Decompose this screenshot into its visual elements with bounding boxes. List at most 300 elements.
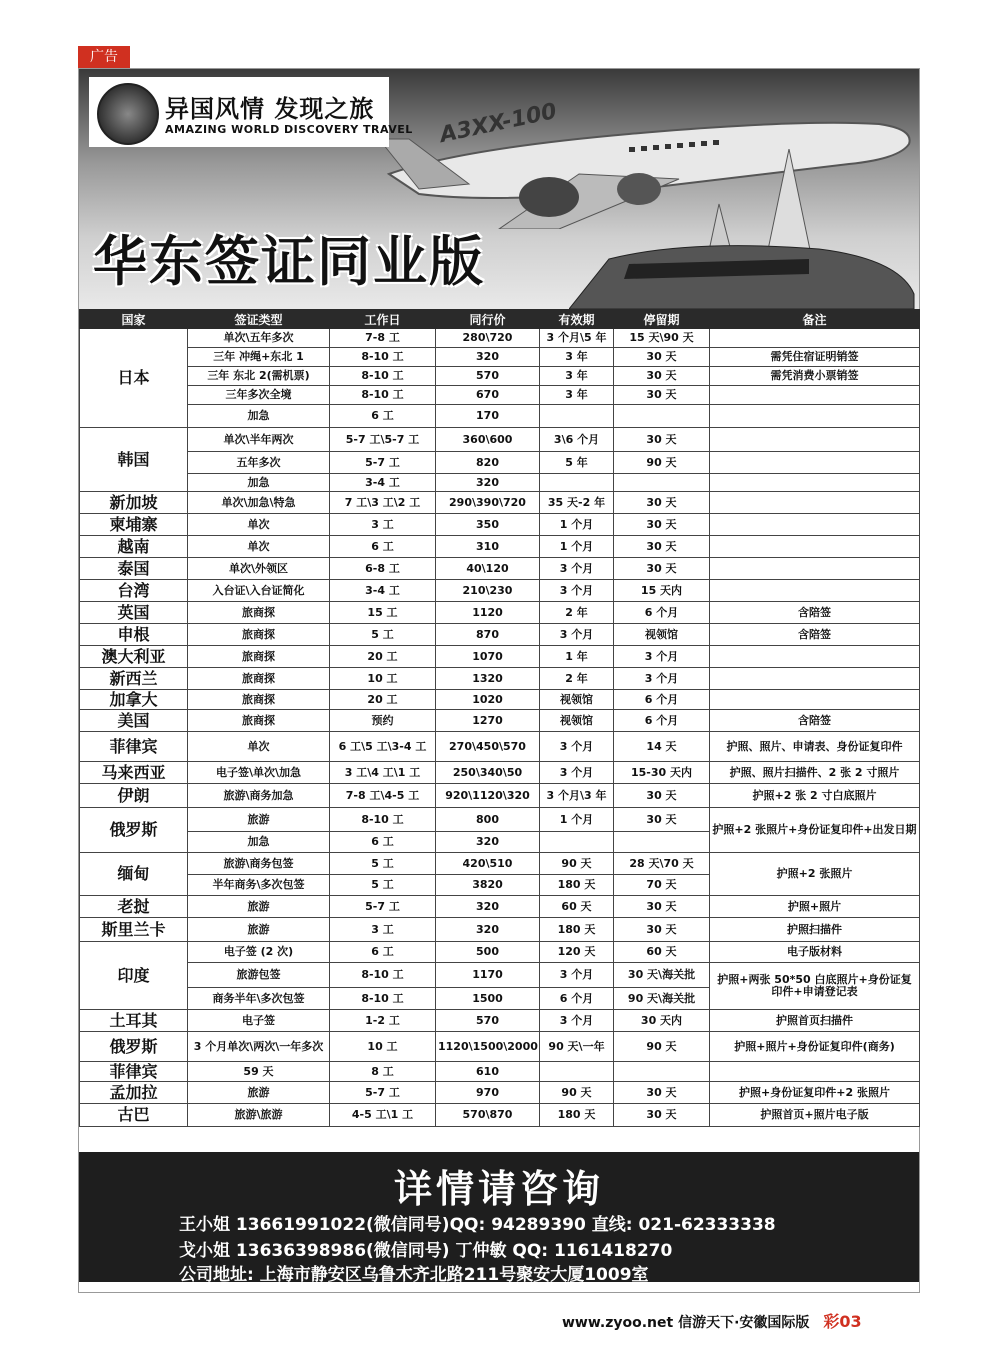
country-cell: 英国 — [80, 602, 188, 624]
valid-cell: 1 年 — [540, 646, 614, 668]
column-header: 签证类型 — [188, 310, 330, 329]
stay-cell: 15-30 天内 — [614, 762, 710, 784]
valid-cell: 180 天 — [540, 875, 614, 896]
valid-cell: 3\6 个月 — [540, 428, 614, 452]
valid-cell: 90 天\一年 — [540, 1032, 614, 1062]
type-cell: 加急 — [188, 405, 330, 428]
type-cell: 三年 冲绳+东北 1 — [188, 348, 330, 367]
days-cell: 3-4 工 — [330, 474, 436, 492]
note-cell — [710, 428, 920, 452]
column-header: 同行价 — [436, 310, 540, 329]
table-row — [80, 405, 920, 428]
stay-cell: 30 天 — [614, 558, 710, 580]
valid-cell: 5 年 — [540, 452, 614, 474]
days-cell: 7-8 工\4-5 工 — [330, 784, 436, 808]
days-cell: 5 工 — [330, 875, 436, 896]
note-cell — [710, 474, 920, 492]
stay-cell — [614, 474, 710, 492]
contact-line-1: 王小姐 13661991022(微信同号)QQ: 94289390 直线: 021-62333338 — [179, 1215, 776, 1235]
type-cell: 3 个月单次\两次\一年多次 — [188, 1032, 330, 1062]
type-cell: 单次 — [188, 536, 330, 558]
valid-cell: 1 个月 — [540, 536, 614, 558]
table-row — [80, 1010, 920, 1032]
note-cell: 电子版材料 — [710, 942, 920, 963]
days-cell: 6 工 — [330, 536, 436, 558]
valid-cell: 视领馆 — [540, 710, 614, 732]
days-cell: 20 工 — [330, 690, 436, 710]
price-cell: 320 — [436, 896, 540, 918]
note-cell — [710, 690, 920, 710]
note-cell — [710, 580, 920, 602]
price-cell: 1120\1500\2000 — [436, 1032, 540, 1062]
note-cell: 含陪签 — [710, 624, 920, 646]
stay-cell: 3 个月 — [614, 646, 710, 668]
type-cell: 旅商探 — [188, 668, 330, 690]
contact-title: 详情请咨询 — [393, 1167, 604, 1211]
stay-cell: 90 天\海关批 — [614, 988, 710, 1010]
type-cell: 旅游 — [188, 918, 330, 942]
price-cell: 310 — [436, 536, 540, 558]
valid-cell: 3 个月\3 年 — [540, 784, 614, 808]
table-row — [80, 348, 920, 367]
price-cell: 800 — [436, 808, 540, 832]
country-cell: 泰国 — [80, 558, 188, 580]
price-cell: 1320 — [436, 668, 540, 690]
country-cell: 马来西亚 — [80, 762, 188, 784]
country-cell: 俄罗斯 — [80, 1032, 188, 1062]
type-cell: 旅游\商务加急 — [188, 784, 330, 808]
table-header-row — [80, 310, 920, 329]
stay-cell: 70 天 — [614, 875, 710, 896]
days-cell: 10 工 — [330, 668, 436, 690]
contact-address: 公司地址: 上海市静安区乌鲁木齐北路211号聚安大厦1009室 — [179, 1265, 649, 1285]
table-row — [80, 918, 920, 942]
price-cell: 280\720 — [436, 329, 540, 348]
table-row — [80, 646, 920, 668]
country-cell: 缅甸 — [80, 853, 188, 896]
ad-tag: 广告 — [78, 46, 130, 68]
note-cell: 护照+照片 — [710, 896, 920, 918]
note-cell — [710, 514, 920, 536]
valid-cell: 90 天 — [540, 1082, 614, 1104]
price-cell: 570\870 — [436, 1104, 540, 1127]
table-row — [80, 784, 920, 808]
type-cell: 单次\加急\特急 — [188, 492, 330, 514]
stay-cell: 视领馆 — [614, 624, 710, 646]
stay-cell: 30 天 — [614, 808, 710, 832]
price-cell: 320 — [436, 348, 540, 367]
type-cell: 旅游\旅游 — [188, 1104, 330, 1127]
logo-title: 异国风情 发现之旅 — [165, 95, 375, 123]
days-cell: 8-10 工 — [330, 367, 436, 386]
days-cell: 3 工 — [330, 918, 436, 942]
valid-cell: 3 年 — [540, 386, 614, 405]
table-row — [80, 367, 920, 386]
type-cell: 59 天 — [188, 1062, 330, 1082]
table-row — [80, 853, 920, 875]
country-cell: 台湾 — [80, 580, 188, 602]
stay-cell: 90 天 — [614, 1032, 710, 1062]
logo-subtitle: AMAZING WORLD DISCOVERY TRAVEL — [165, 123, 413, 136]
note-cell — [710, 452, 920, 474]
note-cell — [710, 1062, 920, 1082]
stay-cell: 30 天 — [614, 492, 710, 514]
valid-cell: 2 年 — [540, 668, 614, 690]
valid-cell: 3 年 — [540, 367, 614, 386]
days-cell: 8 工 — [330, 1062, 436, 1082]
table-row — [80, 732, 920, 762]
days-cell: 6-8 工 — [330, 558, 436, 580]
stay-cell: 30 天 — [614, 428, 710, 452]
type-cell: 加急 — [188, 474, 330, 492]
valid-cell: 1 个月 — [540, 514, 614, 536]
type-cell: 旅游 — [188, 808, 330, 832]
days-cell: 8-10 工 — [330, 386, 436, 405]
country-cell: 菲律宾 — [80, 1062, 188, 1082]
stay-cell: 30 天 — [614, 536, 710, 558]
type-cell: 三年 东北 2(需机票) — [188, 367, 330, 386]
valid-cell: 120 天 — [540, 942, 614, 963]
banner-title: 华东签证同业版 — [93, 230, 485, 293]
contact-box — [79, 1152, 919, 1285]
table-row — [80, 624, 920, 646]
note-cell: 护照扫描件 — [710, 918, 920, 942]
country-cell: 柬埔寨 — [80, 514, 188, 536]
country-cell: 古巴 — [80, 1104, 188, 1127]
table-row — [80, 762, 920, 784]
table-row — [80, 1032, 920, 1062]
stay-cell — [614, 832, 710, 853]
stay-cell: 30 天 — [614, 784, 710, 808]
table-row — [80, 942, 920, 963]
price-cell: 1500 — [436, 988, 540, 1010]
price-cell: 1170 — [436, 963, 540, 988]
note-cell: 含陪签 — [710, 602, 920, 624]
type-cell: 入台证\入台证简化 — [188, 580, 330, 602]
type-cell: 电子签 (2 次) — [188, 942, 330, 963]
days-cell: 6 工 — [330, 405, 436, 428]
type-cell: 加急 — [188, 832, 330, 853]
airplane-image — [379, 79, 919, 229]
note-cell: 护照+照片+身份证复印件(商务) — [710, 1032, 920, 1062]
days-cell: 15 工 — [330, 602, 436, 624]
valid-cell: 3 个月\5 年 — [540, 329, 614, 348]
table-row — [80, 580, 920, 602]
days-cell: 10 工 — [330, 1032, 436, 1062]
valid-cell — [540, 405, 614, 428]
valid-cell: 3 年 — [540, 348, 614, 367]
days-cell: 预约 — [330, 710, 436, 732]
type-cell: 半年商务\多次包签 — [188, 875, 330, 896]
stay-cell: 15 天内 — [614, 580, 710, 602]
table-row — [80, 558, 920, 580]
country-cell: 澳大利亚 — [80, 646, 188, 668]
price-cell: 290\390\720 — [436, 492, 540, 514]
price-cell: 210\230 — [436, 580, 540, 602]
price-cell: 570 — [436, 1010, 540, 1032]
type-cell: 旅商探 — [188, 646, 330, 668]
country-cell: 韩国 — [80, 428, 188, 492]
valid-cell: 180 天 — [540, 918, 614, 942]
price-cell: 500 — [436, 942, 540, 963]
table-row — [80, 1082, 920, 1104]
valid-cell — [540, 832, 614, 853]
note-cell: 含陪签 — [710, 710, 920, 732]
note-cell — [710, 492, 920, 514]
table-row — [80, 514, 920, 536]
stay-cell: 3 个月 — [614, 668, 710, 690]
note-cell — [710, 558, 920, 580]
country-cell: 孟加拉 — [80, 1082, 188, 1104]
price-cell: 170 — [436, 405, 540, 428]
valid-cell: 3 个月 — [540, 1010, 614, 1032]
type-cell: 单次 — [188, 732, 330, 762]
stay-cell: 60 天 — [614, 942, 710, 963]
type-cell: 商务半年\多次包签 — [188, 988, 330, 1010]
type-cell: 电子签 — [188, 1010, 330, 1032]
country-cell: 日本 — [80, 329, 188, 428]
stay-cell: 15 天\90 天 — [614, 329, 710, 348]
days-cell: 5 工 — [330, 853, 436, 875]
country-cell: 菲律宾 — [80, 732, 188, 762]
stay-cell: 30 天 — [614, 348, 710, 367]
table-body — [80, 329, 920, 1127]
stay-cell: 30 天 — [614, 386, 710, 405]
type-cell: 旅商探 — [188, 602, 330, 624]
type-cell: 电子签\单次\加急 — [188, 762, 330, 784]
stay-cell: 30 天\海关批 — [614, 963, 710, 988]
days-cell: 3-4 工 — [330, 580, 436, 602]
country-cell: 加拿大 — [80, 690, 188, 710]
valid-cell: 3 个月 — [540, 580, 614, 602]
type-cell: 旅游\商务包签 — [188, 853, 330, 875]
note-cell — [710, 386, 920, 405]
country-cell: 老挝 — [80, 896, 188, 918]
table-row — [80, 1062, 920, 1082]
table-row — [80, 602, 920, 624]
days-cell: 7-8 工 — [330, 329, 436, 348]
logo-mountain-icon — [97, 83, 159, 145]
price-cell: 320 — [436, 918, 540, 942]
stay-cell: 30 天 — [614, 1104, 710, 1127]
table-row — [80, 536, 920, 558]
stay-cell: 30 天 — [614, 1082, 710, 1104]
valid-cell: 35 天-2 年 — [540, 492, 614, 514]
table-row — [80, 808, 920, 832]
country-cell: 印度 — [80, 942, 188, 1010]
type-cell: 旅游包签 — [188, 963, 330, 988]
stay-cell — [614, 405, 710, 428]
price-cell: 1270 — [436, 710, 540, 732]
table-row — [80, 386, 920, 405]
note-cell: 护照+身份证复印件+2 张照片 — [710, 1082, 920, 1104]
note-cell: 护照+两张 50*50 白底照片+身份证复印件+申请登记表 — [710, 963, 920, 1010]
days-cell: 5-7 工\5-7 工 — [330, 428, 436, 452]
stay-cell: 30 天 — [614, 896, 710, 918]
valid-cell: 3 个月 — [540, 558, 614, 580]
stay-cell: 30 天 — [614, 514, 710, 536]
stay-cell: 14 天 — [614, 732, 710, 762]
type-cell: 五年多次 — [188, 452, 330, 474]
note-cell — [710, 329, 920, 348]
days-cell: 8-10 工 — [330, 988, 436, 1010]
price-cell: 1120 — [436, 602, 540, 624]
valid-cell: 6 个月 — [540, 988, 614, 1010]
days-cell: 8-10 工 — [330, 808, 436, 832]
stay-cell: 90 天 — [614, 452, 710, 474]
note-cell: 需凭住宿证明销签 — [710, 348, 920, 367]
price-cell: 570 — [436, 367, 540, 386]
column-header: 有效期 — [540, 310, 614, 329]
country-cell: 美国 — [80, 710, 188, 732]
price-cell: 920\1120\320 — [436, 784, 540, 808]
note-cell: 护照+2 张 2 寸白底照片 — [710, 784, 920, 808]
note-cell: 护照首页扫描件 — [710, 1010, 920, 1032]
plane-label: A3XX-100 — [437, 98, 560, 149]
note-cell — [710, 536, 920, 558]
days-cell: 7 工\3 工\2 工 — [330, 492, 436, 514]
table-row — [80, 329, 920, 348]
stay-cell: 28 天\70 天 — [614, 853, 710, 875]
price-cell: 610 — [436, 1062, 540, 1082]
valid-cell: 90 天 — [540, 853, 614, 875]
days-cell: 5-7 工 — [330, 1082, 436, 1104]
table-row — [80, 896, 920, 918]
column-header: 备注 — [710, 310, 920, 329]
valid-cell — [540, 474, 614, 492]
note-cell — [710, 668, 920, 690]
days-cell: 3 工\4 工\1 工 — [330, 762, 436, 784]
valid-cell: 2 年 — [540, 602, 614, 624]
type-cell: 单次\五年多次 — [188, 329, 330, 348]
note-cell — [710, 646, 920, 668]
stay-cell: 30 天 — [614, 367, 710, 386]
type-cell: 旅游 — [188, 1082, 330, 1104]
price-cell: 870 — [436, 624, 540, 646]
price-cell: 40\120 — [436, 558, 540, 580]
table-row — [80, 668, 920, 690]
valid-cell: 180 天 — [540, 1104, 614, 1127]
table-row — [80, 474, 920, 492]
stay-cell: 6 个月 — [614, 710, 710, 732]
site-text: www.zyoo.net 信游天下·安徽国际版 — [562, 1315, 810, 1331]
banner — [79, 69, 919, 309]
price-cell: 1020 — [436, 690, 540, 710]
days-cell: 6 工 — [330, 832, 436, 853]
stay-cell: 6 个月 — [614, 690, 710, 710]
country-cell: 伊朗 — [80, 784, 188, 808]
note-cell: 护照首页+照片电子版 — [710, 1104, 920, 1127]
valid-cell: 3 个月 — [540, 732, 614, 762]
stay-cell: 6 个月 — [614, 602, 710, 624]
country-cell: 越南 — [80, 536, 188, 558]
price-cell: 1070 — [436, 646, 540, 668]
table-row — [80, 710, 920, 732]
stay-cell: 30 天内 — [614, 1010, 710, 1032]
days-cell: 5 工 — [330, 624, 436, 646]
days-cell: 3 工 — [330, 514, 436, 536]
price-cell: 270\450\570 — [436, 732, 540, 762]
country-cell: 土耳其 — [80, 1010, 188, 1032]
table-row — [80, 690, 920, 710]
price-cell: 670 — [436, 386, 540, 405]
stay-cell — [614, 1062, 710, 1082]
days-cell: 8-10 工 — [330, 963, 436, 988]
days-cell: 20 工 — [330, 646, 436, 668]
type-cell: 旅商探 — [188, 624, 330, 646]
visa-table — [79, 309, 920, 1127]
valid-cell: 3 个月 — [540, 762, 614, 784]
country-cell: 申根 — [80, 624, 188, 646]
table-row — [80, 963, 920, 988]
price-cell: 250\340\50 — [436, 762, 540, 784]
note-cell: 护照、照片、申请表、身份证复印件 — [710, 732, 920, 762]
note-cell — [710, 405, 920, 428]
days-cell: 5-7 工 — [330, 452, 436, 474]
price-cell: 360\600 — [436, 428, 540, 452]
days-cell: 4-5 工\1 工 — [330, 1104, 436, 1127]
type-cell: 旅商探 — [188, 690, 330, 710]
days-cell: 6 工 — [330, 942, 436, 963]
price-cell: 3820 — [436, 875, 540, 896]
price-cell: 820 — [436, 452, 540, 474]
price-cell: 320 — [436, 474, 540, 492]
valid-cell — [540, 1062, 614, 1082]
column-header: 国家 — [80, 310, 188, 329]
column-header: 停留期 — [614, 310, 710, 329]
page-footer — [562, 1309, 862, 1332]
valid-cell: 3 个月 — [540, 624, 614, 646]
price-cell: 970 — [436, 1082, 540, 1104]
table-row — [80, 1104, 920, 1127]
valid-cell: 60 天 — [540, 896, 614, 918]
type-cell: 单次\外领区 — [188, 558, 330, 580]
type-cell: 旅商探 — [188, 710, 330, 732]
note-cell: 护照、照片扫描件、2 张 2 寸照片 — [710, 762, 920, 784]
type-cell: 单次\半年两次 — [188, 428, 330, 452]
days-cell: 6 工\5 工\3-4 工 — [330, 732, 436, 762]
table-row — [80, 452, 920, 474]
type-cell: 单次 — [188, 514, 330, 536]
note-cell: 需凭消费小票销签 — [710, 367, 920, 386]
days-cell: 5-7 工 — [330, 896, 436, 918]
table-row — [80, 428, 920, 452]
note-cell: 护照+2 张照片+身份证复印件+出发日期 — [710, 808, 920, 853]
type-cell: 旅游 — [188, 896, 330, 918]
valid-cell: 1 个月 — [540, 808, 614, 832]
note-cell: 护照+2 张照片 — [710, 853, 920, 896]
table-row — [80, 492, 920, 514]
price-cell: 420\510 — [436, 853, 540, 875]
valid-cell: 3 个月 — [540, 963, 614, 988]
price-cell: 320 — [436, 832, 540, 853]
country-cell: 新西兰 — [80, 668, 188, 690]
days-cell: 1-2 工 — [330, 1010, 436, 1032]
train-image — [569, 234, 919, 309]
contact-line-2: 戈小姐 13636398986(微信同号) 丁仲敏 QQ: 1161418270 — [179, 1241, 673, 1261]
logo — [89, 77, 413, 147]
page-number: 彩03 — [823, 1312, 862, 1331]
valid-cell: 视领馆 — [540, 690, 614, 710]
stay-cell: 30 天 — [614, 918, 710, 942]
column-header: 工作日 — [330, 310, 436, 329]
country-cell: 俄罗斯 — [80, 808, 188, 853]
country-cell: 斯里兰卡 — [80, 918, 188, 942]
days-cell: 8-10 工 — [330, 348, 436, 367]
price-cell: 350 — [436, 514, 540, 536]
country-cell: 新加坡 — [80, 492, 188, 514]
type-cell: 三年多次全境 — [188, 386, 330, 405]
